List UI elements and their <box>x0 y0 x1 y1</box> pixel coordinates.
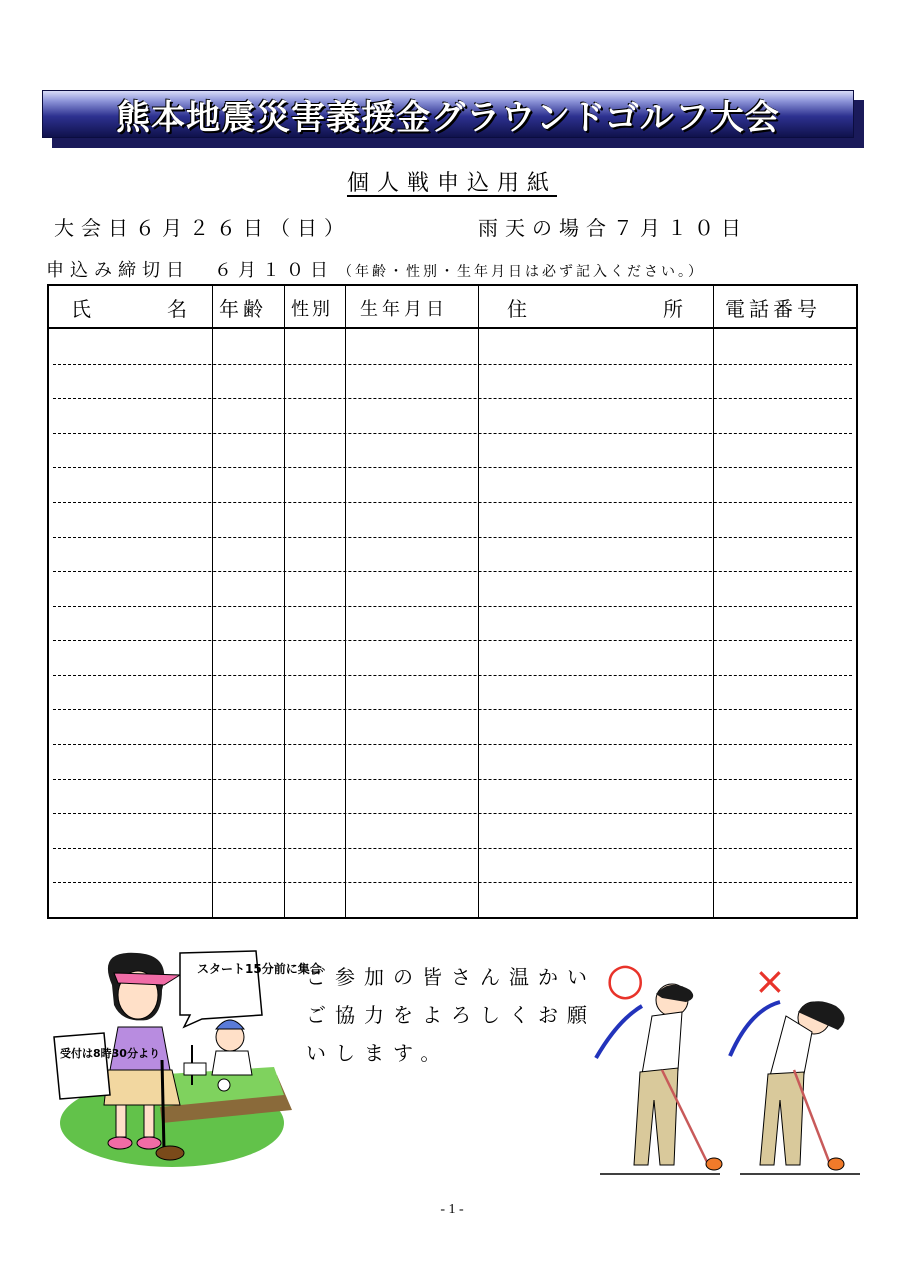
header-gender: 性別 <box>291 298 333 320</box>
skirt <box>104 1070 180 1105</box>
club-head <box>706 1158 722 1170</box>
table-row-separator <box>53 537 852 538</box>
rain-date: 雨天の場合７月１０日 <box>478 216 748 240</box>
deadline-date: 申込み締切日 ６月１０日 <box>46 260 334 281</box>
posture-arc-good <box>596 1006 642 1058</box>
golf-cartoon-illustration <box>52 945 322 1175</box>
title-banner <box>42 90 854 138</box>
table-row-separator <box>53 709 852 710</box>
table-row-separator <box>53 364 852 365</box>
bad-mark-icon: × <box>754 959 786 1003</box>
table-row-separator <box>53 675 852 676</box>
table-row-separator <box>53 502 852 503</box>
shoe <box>137 1137 161 1149</box>
table-row-separator <box>53 813 852 814</box>
greeting-message <box>306 958 596 1072</box>
golfer-pants <box>634 1068 678 1165</box>
application-table <box>47 284 858 919</box>
hole-marker <box>184 1063 206 1075</box>
golfer-shirt <box>642 1012 682 1074</box>
leg <box>144 1105 154 1137</box>
document-title: 熊本地震災害義援金グラウンドゴルフ大会 <box>116 97 780 138</box>
table-row-separator <box>53 779 852 780</box>
leg <box>116 1105 126 1137</box>
table-row-separator <box>53 848 852 849</box>
table-row-separator <box>53 398 852 399</box>
greeting-line: ご協力をよろしくお願 <box>306 1003 596 1027</box>
table-header-row <box>49 286 856 329</box>
club-shaft <box>162 1060 164 1150</box>
form-subtitle: 個人戦申込用紙 <box>346 171 557 196</box>
column-divider <box>284 286 285 917</box>
column-divider <box>478 286 479 917</box>
table-row-separator <box>53 744 852 745</box>
page-number: - 1 - <box>440 1202 464 1217</box>
visor-cap <box>114 973 180 985</box>
deadline-line <box>46 256 705 282</box>
man-cap <box>216 1020 244 1029</box>
table-row-separator <box>53 640 852 641</box>
bubble-text-start: スタート15分前に集合 <box>197 962 322 976</box>
column-divider <box>345 286 346 917</box>
header-address-2: 所 <box>663 297 687 321</box>
club-head <box>156 1146 184 1160</box>
speech-bubble-reception <box>54 1033 110 1099</box>
shoe <box>108 1137 132 1149</box>
header-age: 年齢 <box>219 297 267 321</box>
deadline-note: （年齢・性別・生年月日は必ず記入ください。） <box>338 264 705 280</box>
posture-arc-bad <box>730 1002 780 1056</box>
golfer-pants <box>760 1072 804 1165</box>
table-row-separator <box>53 467 852 468</box>
table-row-separator <box>53 433 852 434</box>
posture-comparison-illustration <box>590 950 870 1180</box>
table-row-separator <box>53 606 852 607</box>
header-name-2: 名 <box>167 297 191 321</box>
column-divider <box>212 286 213 917</box>
header-address-1: 住 <box>507 297 531 321</box>
man-shirt <box>212 1051 252 1075</box>
table-row-separator <box>53 882 852 883</box>
bubble-text-reception: 受付は8時30分より <box>60 1047 160 1060</box>
club-head <box>828 1158 844 1170</box>
header-birthdate: 生年月日 <box>360 298 448 320</box>
greeting-line: いします。 <box>306 1041 450 1065</box>
column-divider <box>713 286 714 917</box>
header-phone: 電話番号 <box>725 297 821 321</box>
golf-ball-icon <box>218 1079 230 1091</box>
greeting-line: ご参加の皆さん温かい <box>306 965 596 989</box>
header-name-1: 氏 <box>71 297 95 321</box>
table-row-separator <box>53 571 852 572</box>
good-mark-icon: ○ <box>606 954 645 1005</box>
event-date: 大会日６月２６日（日） <box>54 216 351 240</box>
